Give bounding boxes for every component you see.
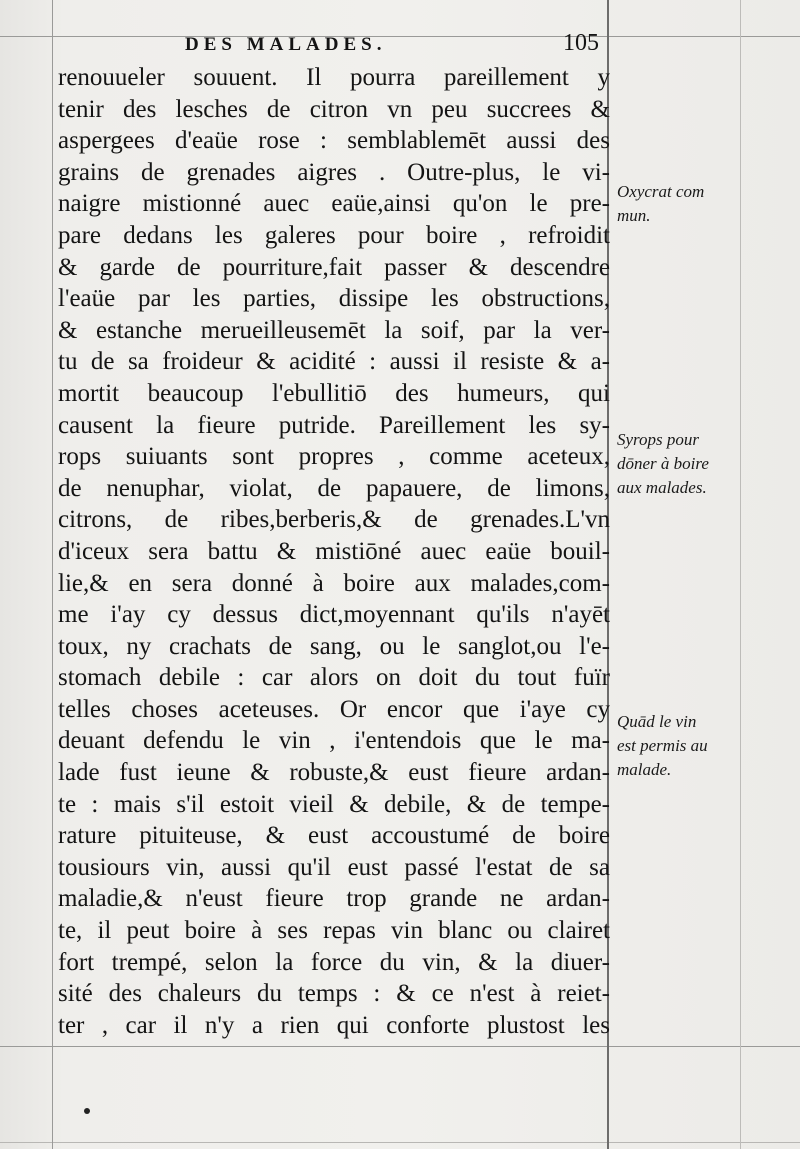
margin-note-line: est permis au <box>617 736 708 755</box>
margin-note-line: Oxycrat com <box>617 182 705 201</box>
text-line: renouueler souuent. Il pourra pareillement y <box>58 64 610 91</box>
text-line: deuant defendu le vin , i'entendois que le ma- <box>58 727 610 755</box>
text-line: stomach debile : car alors on doit du tout fuïr <box>58 664 610 692</box>
text-line: citrons, de ribes,berberis,& de grenades.L'vn <box>58 506 610 534</box>
text-line: fort trempé, selon la force du vin, & la diuer- <box>58 948 610 976</box>
text-line: & garde de pourriture,fait passer & descendre <box>58 253 610 281</box>
text-line: lade fust ieune & robuste,& eust fieure ardan- <box>58 759 610 787</box>
margin-note-line: malade. <box>617 760 672 779</box>
text-line: rops suiuants sont propres , comme aceteux, <box>58 443 610 471</box>
text-line: maladie,& n'eust fieure trop grande ne ardan- <box>58 885 610 913</box>
text-line: tousiours vin, aussi qu'il eust passé l'estat de sa <box>58 853 610 881</box>
text-line: causent la fieure putride. Pareillement les sy- <box>58 411 610 439</box>
bottom-rule <box>0 1046 800 1047</box>
text-line: ter , car il n'y a rien qui conforte plustost les <box>58 1011 610 1039</box>
page-header <box>185 30 605 64</box>
margin-note-line: dōner à boire <box>617 454 709 473</box>
margin-note-syrops <box>617 428 709 500</box>
text-line: rature pituiteuse, & eust accoustumé de boire <box>58 822 610 850</box>
text-line: aspergees d'eaüe rose : semblablemēt aussi des <box>58 127 610 155</box>
text-line: sité des chaleurs du temps : & ce n'est à reiet- <box>58 980 610 1008</box>
margin-note-line: Quād le vin <box>617 712 697 731</box>
text-line: & estanche merueilleusemēt la soif, par la ver- <box>58 316 610 344</box>
page-number: 105 <box>563 30 599 56</box>
margin-note-line: Syrops pour <box>617 430 700 449</box>
margin-note-vin <box>617 710 708 782</box>
margin-note-line: aux malades. <box>617 478 707 497</box>
text-line: pare dedans les galeres pour boire , refroidit <box>58 221 610 249</box>
text-line: mortit beaucoup l'ebullitiō des humeurs, qui <box>58 379 610 407</box>
left-margin-rule <box>52 0 53 1149</box>
right-margin-rule <box>740 0 741 1149</box>
text-line: te : mais s'il estoit vieil & debile, & de tempe- <box>58 790 610 818</box>
text-line: te, il peut boire à ses repas vin blanc ou clairet <box>58 917 610 945</box>
text-line: naigre mistionné auec eaüe,ainsi qu'on le pre- <box>58 190 610 218</box>
text-line: de nenuphar, violat, de papauere, de limons, <box>58 474 610 502</box>
text-line: lie,& en sera donné à boire aux malades,com- <box>58 569 610 597</box>
text-line: tu de sa froideur & acidité : aussi il resiste & a- <box>58 348 610 376</box>
text-line: d'iceux sera battu & mistiōné auec eaüe bouil- <box>58 537 610 565</box>
running-title: DES MALADES. <box>185 34 387 55</box>
text-line: telles choses aceteuses. Or encor que i'aye cy <box>58 695 610 723</box>
text-line: tenir des lesches de citron vn peu succrees & <box>58 95 610 123</box>
main-text-block <box>58 62 610 1041</box>
text-line: me i'ay cy dessus dict,moyennant qu'ils n'ayēt <box>58 601 610 629</box>
margin-note-oxycrat <box>617 180 704 228</box>
text-line: l'eaüe par les parties, dissipe les obstructions, <box>58 285 610 313</box>
margin-note-line: mun. <box>617 206 651 225</box>
footer-rule <box>0 1142 800 1143</box>
ink-speck <box>84 1108 90 1114</box>
text-line: grains de grenades aigres . Outre-plus, le vi- <box>58 158 610 186</box>
text-line: toux, ny crachats de sang, ou le sanglot,ou l'e- <box>58 632 610 660</box>
